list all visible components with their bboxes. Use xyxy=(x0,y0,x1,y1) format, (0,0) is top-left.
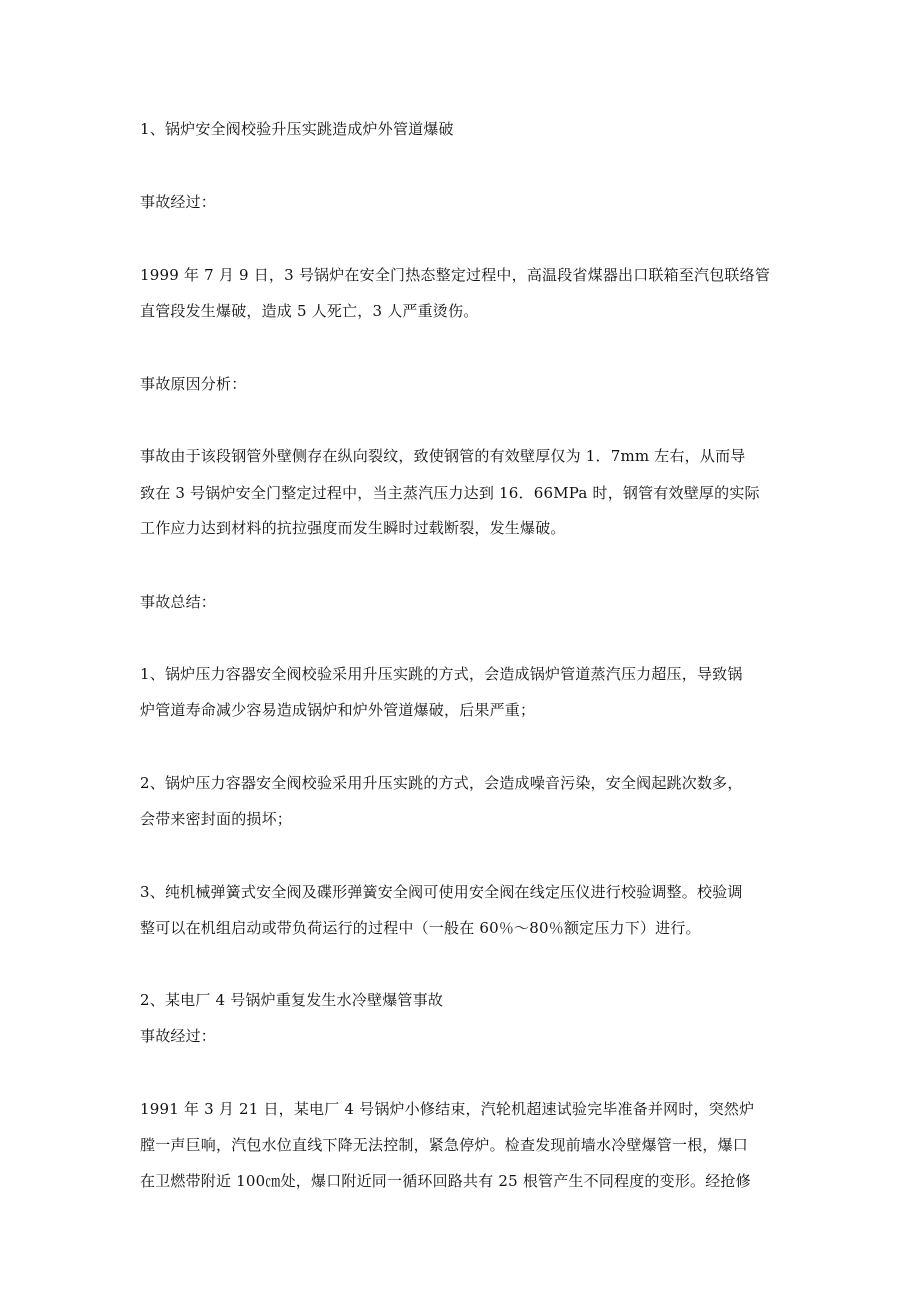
section2-process-line-2: 膛一声巨响，汽包水位直线下降无法控制，紧急停炉。检查发现前墙水冷壁爆管一根，爆口 xyxy=(140,1136,749,1154)
section1-cause-heading: 事故原因分析： xyxy=(140,375,247,393)
section2-process-line-3: 在卫燃带附近 100㎝处，爆口附近同一循环回路共有 25 根管产生不同程度的变形。经抢修 xyxy=(140,1172,751,1190)
summary-item-2-line-1: 2、锅炉压力容器安全阀校验采用升压实跳的方式，会造成噪音污染，安全阀起跳次数多， xyxy=(140,774,743,792)
summary-item-1-line-1: 1、锅炉压力容器安全阀校验采用升压实跳的方式，会造成锅炉管道蒸汽压力超压，导致锅 xyxy=(140,665,743,683)
section1-cause-line-3: 工作应力达到材料的抗拉强度而发生瞬时过载断裂，发生爆破。 xyxy=(140,519,566,537)
summary-item-3-line-2: 整可以在机组启动或带负荷运行的过程中（一般在 60％～80％额定压力下）进行。 xyxy=(140,919,701,937)
section2-process-heading: 事故经过： xyxy=(140,1027,217,1045)
summary-item-1-line-2: 炉管道寿命减少容易造成锅炉和炉外管道爆破，后果严重； xyxy=(140,701,536,719)
section1-cause-line-2: 致在 3 号锅炉安全门整定过程中，当主蒸汽压力达到 16．66MPa 时，钢管有效壁厚的实际 xyxy=(140,484,760,502)
section2-process-line-1: 1991 年 3 月 21 日，某电厂 4 号锅炉小修结束，汽轮机超速试验完毕准备并网时，突然炉 xyxy=(140,1100,755,1118)
section1-process-line-2: 直管段发生爆破，造成 5 人死亡，3 人严重烫伤。 xyxy=(140,302,479,320)
section1-cause-line-1: 事故由于该段钢管外壁侧存在纵向裂纹，致使钢管的有效壁厚仅为 1．7mm 左右，从而导 xyxy=(140,447,746,465)
summary-item-3-line-1: 3、纯机械弹簧式安全阀及碟形弹簧安全阀可使用安全阀在线定压仪进行校验调整。校验调 xyxy=(140,883,743,901)
section1-process-heading: 事故经过： xyxy=(140,193,217,211)
summary-item-2-line-2: 会带来密封面的损坏； xyxy=(140,810,293,828)
section1-process-line-1: 1999 年 7 月 9 日，3 号锅炉在安全门热态整定过程中，高温段省煤器出口联箱至汽包联络管 xyxy=(140,266,771,284)
section1-title: 1、锅炉安全阀校验升压实跳造成炉外管道爆破 xyxy=(140,120,454,138)
section1-summary-heading: 事故总结： xyxy=(140,593,217,611)
section2-title: 2、某电厂 4 号锅炉重复发生水冷壁爆管事故 xyxy=(140,991,444,1009)
